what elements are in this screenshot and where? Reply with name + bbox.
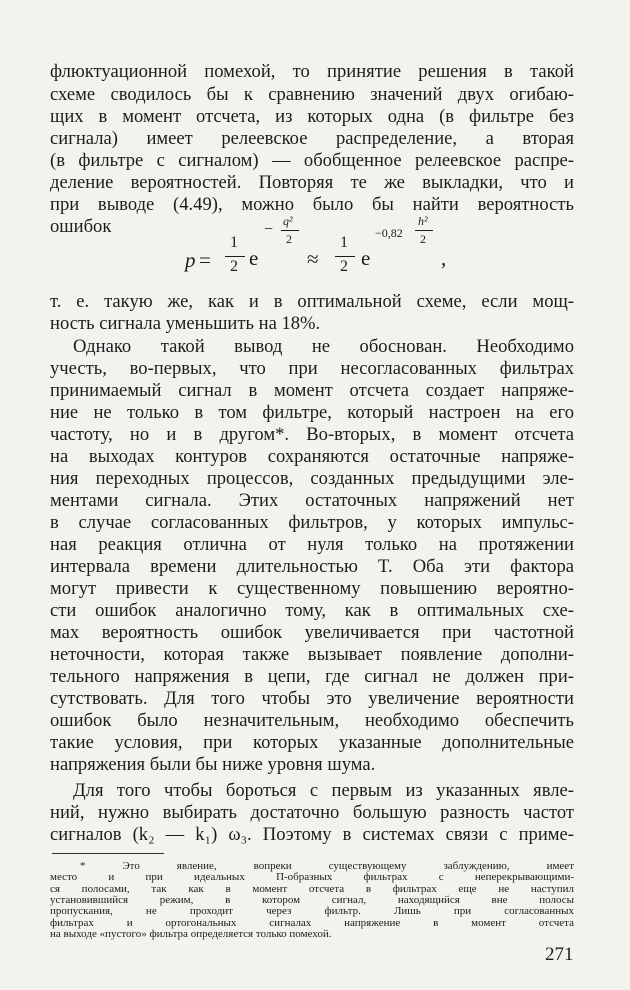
formula-exp2-numerator: h² xyxy=(418,214,428,228)
body-line: при выводе (4.49), можно было бы найти вероятность xyxy=(50,194,574,215)
formula-equals: = xyxy=(199,248,211,272)
body-line: схеме сводилось бы к сравнению значений двух огибаю- xyxy=(50,84,574,105)
body-line: деление вероятностей. Повторяя те же выкладки, что и xyxy=(50,172,574,193)
body-line: Однако такой вывод не обоснован. Необходимо xyxy=(73,336,574,357)
body-line: ошибок xyxy=(50,216,112,237)
body-line: сти ошибок аналогично тому, как в оптимальных схе- xyxy=(50,600,574,621)
formula-denominator-2: 2 xyxy=(340,258,348,275)
formula-comma: , xyxy=(441,246,447,270)
body-line: частоту, но и в другом*. Во-вторых, в момент отсчета xyxy=(50,424,574,445)
body-line: в случае согласованных фильтров, у которых импульс- xyxy=(50,512,574,533)
body-line: ментами сигнала. Этих остаточных напряжений нет xyxy=(50,490,574,511)
body-line: на выходах контуров сохраняются остаточные напряже- xyxy=(50,446,574,467)
body-line: (в фильтре с сигналом) — обобщенное релеевское распре- xyxy=(50,150,574,171)
footnote-line: ся полосами, так как в момент отсчета в фильтрах еще не наступил xyxy=(50,882,574,895)
body-line: ние не только в том фильтре, который настроен на его xyxy=(50,402,574,423)
formula-denominator-1: 2 xyxy=(230,258,238,275)
body-line: сутствовать. Для того чтобы это увеличение вероятности xyxy=(50,688,574,709)
body-line: тельного напряжения в цепи, где сигнал не должен при- xyxy=(50,666,574,687)
formula-exp-minus-1: − xyxy=(264,221,274,238)
body-line: сигналов (k₂ — k₁) ω₃. Поэтому в системах связи с приме- xyxy=(50,824,574,845)
body-line: ния переходных процессов, созданных предыдущими эле- xyxy=(50,468,574,489)
footnote-line: пропускания, не проходит через фильтр. Лишь при согласованных xyxy=(50,905,574,918)
formula-exp1-numerator: q² xyxy=(283,214,293,228)
body-line: могут привести к существенному повышению вероятно- xyxy=(50,578,574,599)
footnote-line: * Это явление, вопреки существующему заблуждению, имеет xyxy=(80,860,574,872)
fraction-bar-1 xyxy=(225,256,245,257)
error-probability-formula xyxy=(185,214,455,292)
body-line: ная реакция отлична от нуля только на протяжении xyxy=(50,534,574,555)
body-line: такие условия, при которых указанные дополнительные xyxy=(50,732,574,753)
footnote-line: установившийся режим, в котором сигнал, находящийся вне полосы xyxy=(50,893,574,906)
formula-e-2: e xyxy=(361,246,371,270)
formula-p: p xyxy=(185,248,196,272)
body-line: щих в момент отсчета, из которых одна (в фильтре без xyxy=(50,106,574,127)
footnote-line: фильтрах и ортогональных сигналах напряжение в момент отсчета xyxy=(50,916,574,929)
body-line: флюктуационной помехой, то принятие решения в такой xyxy=(50,61,574,82)
fraction-bar-exp1 xyxy=(281,230,299,231)
body-line: мах вероятность ошибок увеличивается при частотной xyxy=(50,622,574,643)
footnote-divider xyxy=(52,853,164,854)
page-number: 271 xyxy=(545,944,574,965)
formula-approx: ≈ xyxy=(307,247,319,271)
body-line: ошибок было незначительным, необходимо обеспечить xyxy=(50,710,574,731)
body-line: т. е. такую же, как и в оптимальной схеме, если мощ- xyxy=(50,291,574,312)
body-line: учесть, во-первых, что при несогласованных фильтрах xyxy=(50,358,574,379)
fraction-bar-2 xyxy=(335,256,355,257)
body-line: неточности, которая также вызывает появление дополни- xyxy=(50,644,574,665)
formula-numerator-1: 1 xyxy=(230,234,238,251)
formula-exp1-denominator: 2 xyxy=(286,232,292,246)
body-line: напряжения были бы ниже уровня шума. xyxy=(50,754,376,775)
body-line: ний, нужно выбирать достаточно большую разность частот xyxy=(50,802,574,823)
formula-exp2-coefficient: −0,82 xyxy=(375,226,403,240)
body-line: Для того чтобы бороться с первым из указанных явле- xyxy=(73,780,574,801)
footnote-line: место и при идеальных П-образных фильтрах с неперекрывающими- xyxy=(50,871,574,884)
body-line: принимаемый сигнал в момент отсчета создает напряже- xyxy=(50,380,574,401)
footnote-line: на выходе «пустого» фильтра определяется только помехой. xyxy=(50,927,332,940)
formula-numerator-2: 1 xyxy=(340,234,348,251)
formula-e-1: e xyxy=(249,246,259,270)
formula-exp2-denominator: 2 xyxy=(420,232,426,246)
body-line: ность сигнала уменьшить на 18%. xyxy=(50,313,321,334)
body-line: сигнала) имеет релеевское распределение, а вторая xyxy=(50,128,574,149)
fraction-bar-exp2 xyxy=(415,230,433,231)
body-line: интервала времени длительностью T. Оба эти фактора xyxy=(50,556,574,577)
